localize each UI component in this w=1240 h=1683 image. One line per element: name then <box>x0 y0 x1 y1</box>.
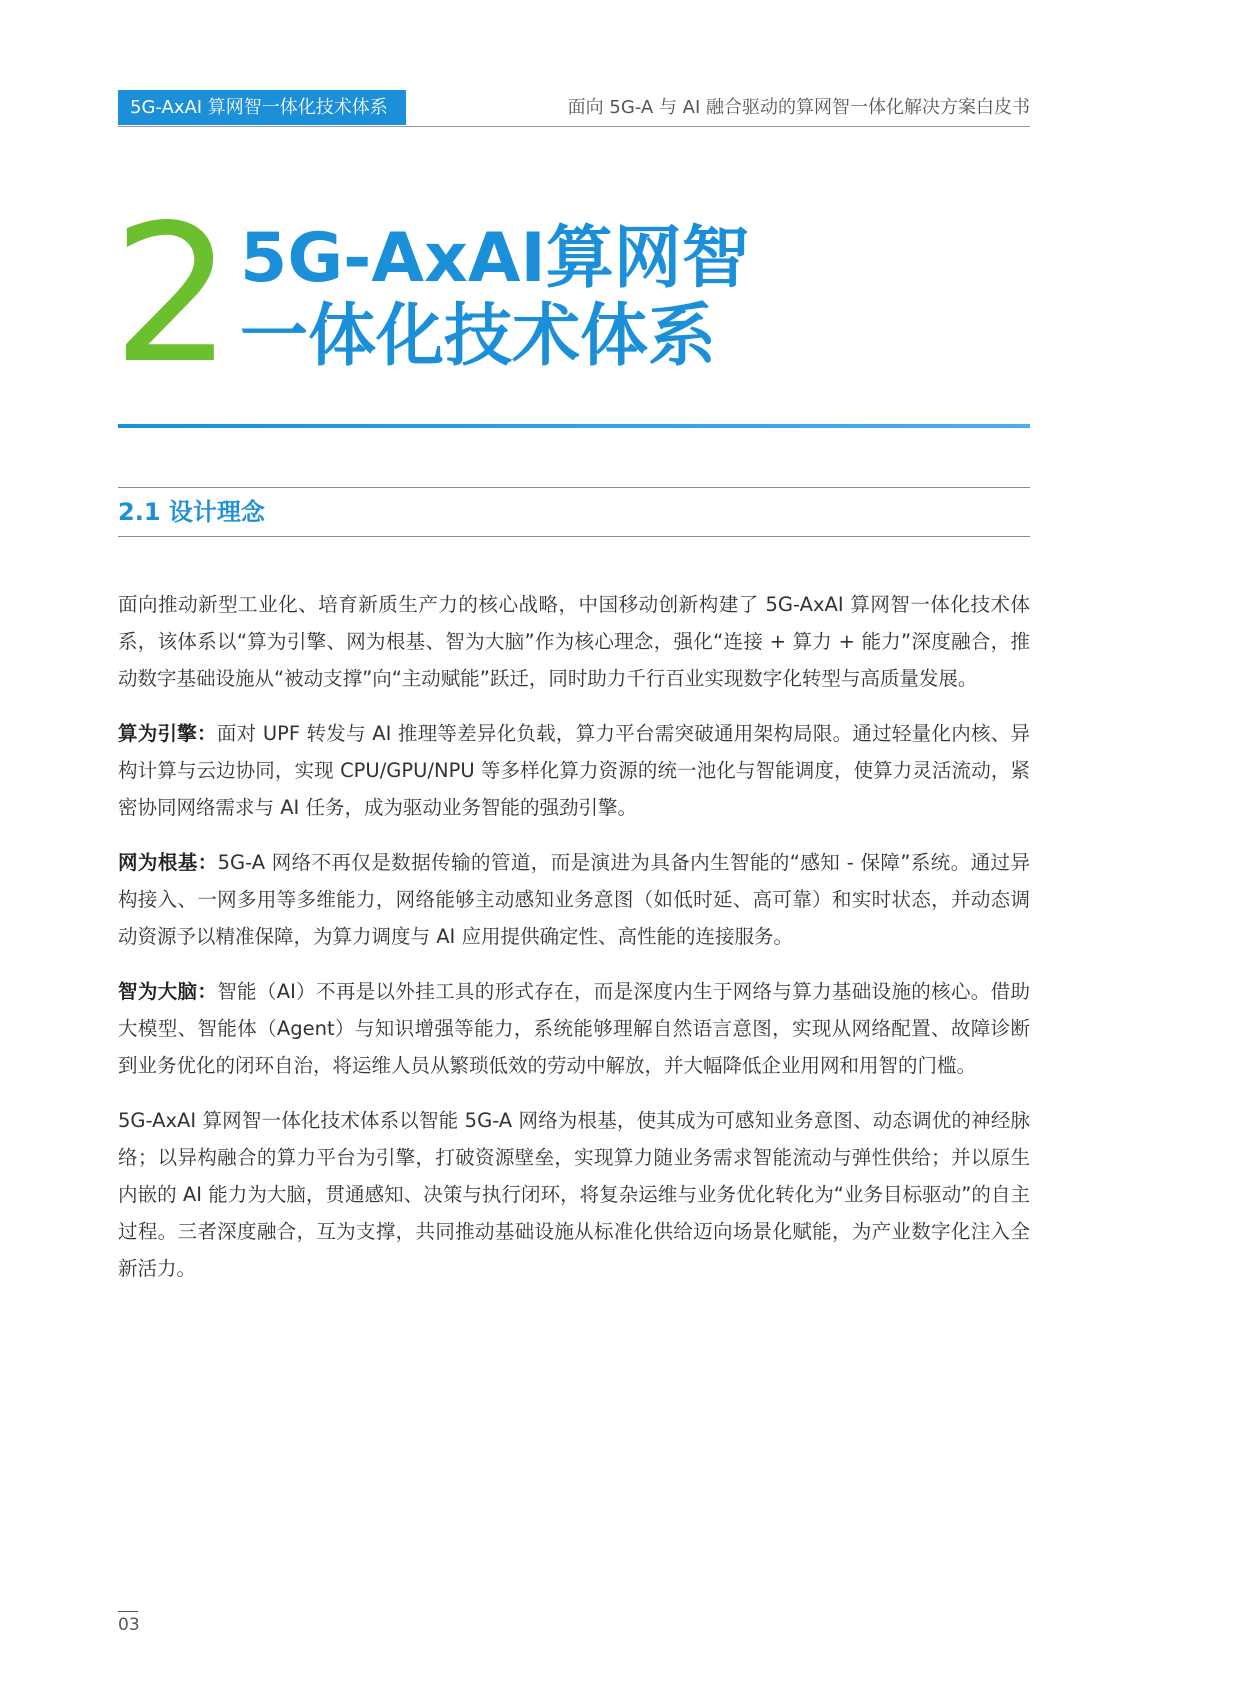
chapter-divider <box>118 424 1030 428</box>
intelligence-paragraph <box>118 973 1030 1084</box>
section-heading: 2.1 设计理念 <box>118 498 265 526</box>
page-number-rule <box>118 1611 138 1612</box>
network-text: 5G-A 网络不再仅是数据传输的管道，而是演进为具备内生智能的“感知 - 保障”系统。通过异构接入、一网多用等多维能力，网络能够主动感知业务意图（如低时延、高可靠）和实时状态，并动态调动资源予以精准保障，为算力调度与 AI 应用提供确定性、高性能的连接服务。 <box>118 851 1030 948</box>
summary-paragraph: 5G-AxAI 算网智一体化技术体系以智能 5G-A 网络为根基，使其成为可感知业务意图、动态调优的神经脉络；以异构融合的算力平台为引擎，打破资源壁垒，实现算力随业务需求智能流动与弹性供给；并以原生内嵌的 AI 能力为大脑，贯通感知、决策与执行闭环，将复杂运维与业务优化转化为“业务目标驱动”的自主过程。三者深度融合，互为支撑，共同推动基础设施从标准化供给迈向场景化赋能，为产业数字化注入全新活力。 <box>118 1109 1030 1280</box>
network-label: 网为根基： <box>118 851 218 874</box>
chapter-title <box>240 220 750 376</box>
chapter-title-line1: 5G-AxAI算网智 <box>240 219 750 298</box>
compute-paragraph <box>118 715 1030 826</box>
intelligence-label: 智为大脑： <box>118 980 218 1003</box>
page-number: 03 <box>118 1615 140 1635</box>
section-top-divider <box>118 487 1030 488</box>
network-paragraph <box>118 844 1030 955</box>
chapter-number: 2 <box>112 184 233 405</box>
document-title: 面向 5G-A 与 AI 融合驱动的算网智一体化解决方案白皮书 <box>567 97 1030 118</box>
page-header <box>118 90 1030 127</box>
compute-text: 面对 UPF 转发与 AI 推理等差异化负载，算力平台需突破通用架构局限。通过轻量化内核、异构计算与云边协同，实现 CPU/GPU/NPU 等多样化算力资源的统一池化与智能调度，使算力灵活流动，紧密协同网络需求与 AI 任务，成为驱动业务智能的强劲引擎。 <box>118 722 1030 819</box>
section-bottom-divider <box>118 536 1030 537</box>
chapter-tag: 5G-AxAI 算网智一体化技术体系 <box>118 90 406 125</box>
intro-paragraph: 面向推动新型工业化、培育新质生产力的核心战略，中国移动创新构建了 5G-AxAI 算网智一体化技术体系，该体系以“算为引擎、网为根基、智为大脑”作为核心理念，强化“连接 + 算力 + 能力”深度融合，推动数字基础设施从“被动支撑”向“主动赋能”跃迁，同时助力千行百业实现数字化转型与高质量发展。 <box>118 593 1030 690</box>
compute-label: 算为引擎： <box>118 722 217 745</box>
intelligence-text: 智能（AI）不再是以外挂工具的形式存在，而是深度内生于网络与算力基础设施的核心。借助大模型、智能体（Agent）与知识增强等能力，系统能够理解自然语言意图，实现从网络配置、故障诊断到业务优化的闭环自治，将运维人员从繁琐低效的劳动中解放，并大幅降低企业用网和用智的门槛。 <box>118 980 1030 1077</box>
chapter-title-line2: 一体化技术体系 <box>240 297 717 376</box>
body-content <box>118 586 1030 1305</box>
